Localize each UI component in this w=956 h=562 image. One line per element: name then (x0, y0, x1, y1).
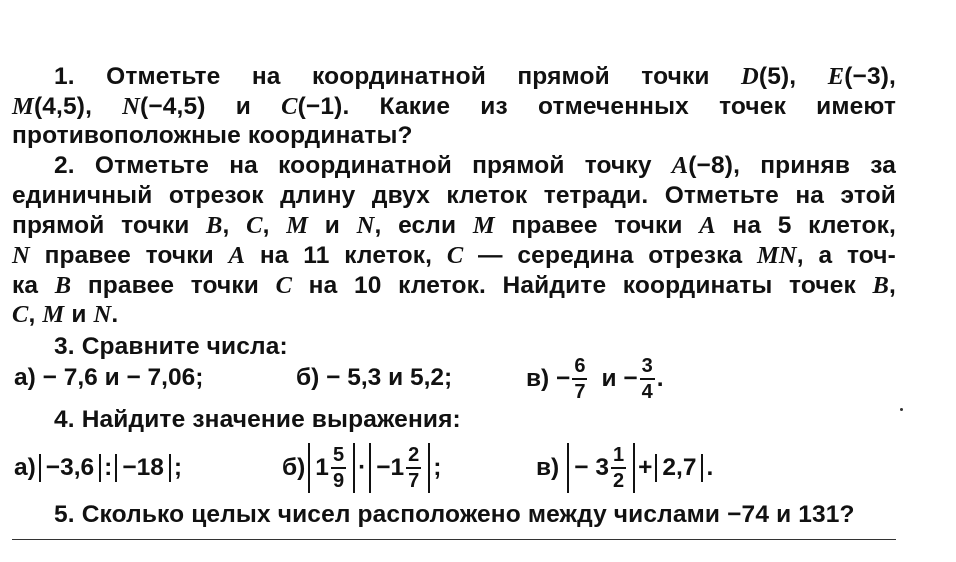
task2-line5: ка B правее точки C на 10 клеток. Найдите координаты точек B, (12, 272, 896, 299)
task3-a: а) − 7,6 и − 7,06; (14, 364, 204, 391)
stray-dot (900, 408, 903, 411)
task3-b: б) − 5,3 и 5,2; (296, 364, 453, 391)
task3-title: 3. Сравните числа: (54, 333, 288, 360)
point-E: E (827, 63, 845, 90)
point-C: C (281, 93, 298, 120)
task2-line1: 2. Отметьте на координатной прямой точку A(−8), приняв за (54, 152, 896, 179)
point-N: N (122, 93, 141, 120)
task1-line2: M(4,5), N(−4,5) и C(−1). Какие из отмеченных точек имеют (12, 93, 896, 120)
abs-mixed-3: − 3 $\frac{1}{2}$ (567, 443, 635, 493)
task4-title: 4. Найдите значение выражения: (54, 406, 461, 433)
task4-a: а) −3,6 : −18 ; (14, 454, 183, 481)
abs-mixed-1: 1 $\frac{5}{9}$ (308, 443, 355, 493)
bottom-rule (12, 539, 896, 540)
task1-line3: противоположные координаты? (12, 122, 413, 149)
fraction-3-4: $\frac{3}{4}$ (641, 355, 653, 403)
fraction-6-7: $\frac{6}{7}$ (574, 355, 586, 403)
task1-line1: 1. Отметьте на координатной прямой точки D(5), E(−3), (54, 63, 897, 90)
abs-value-3: 2,7 (655, 454, 703, 482)
point-M: M (12, 93, 34, 120)
abs-mixed-2: −1 $\frac{2}{7}$ (369, 443, 430, 493)
task4-b: б) 1 $\frac{5}{9}$ · −1 $\frac{2}{7}$ ; (282, 444, 442, 492)
task2-line4: N правее точки A на 11 клеток, C — середина отрезка MN, а точ- (12, 242, 896, 269)
point-D: D (741, 63, 759, 90)
task3-c: в) − $\frac{6}{7}$ и − $\frac{3}{4}$ . (526, 355, 664, 403)
task4-c: в) − 3 $\frac{1}{2}$ + 2,7 . (536, 444, 714, 492)
task5-text: 5. Сколько целых чисел расположено между числами −74 и 131? (54, 501, 855, 528)
abs-value-2: −18 (115, 454, 171, 482)
task2-line6: C, M и N. (12, 301, 119, 328)
abs-value-1: −3,6 (39, 454, 101, 482)
task2-line2: единичный отрезок длину двух клеток тетради. Отметьте на этой (12, 182, 896, 209)
task2-line3: прямой точки B, C, M и N, если M правее точки A на 5 клеток, (12, 212, 896, 239)
